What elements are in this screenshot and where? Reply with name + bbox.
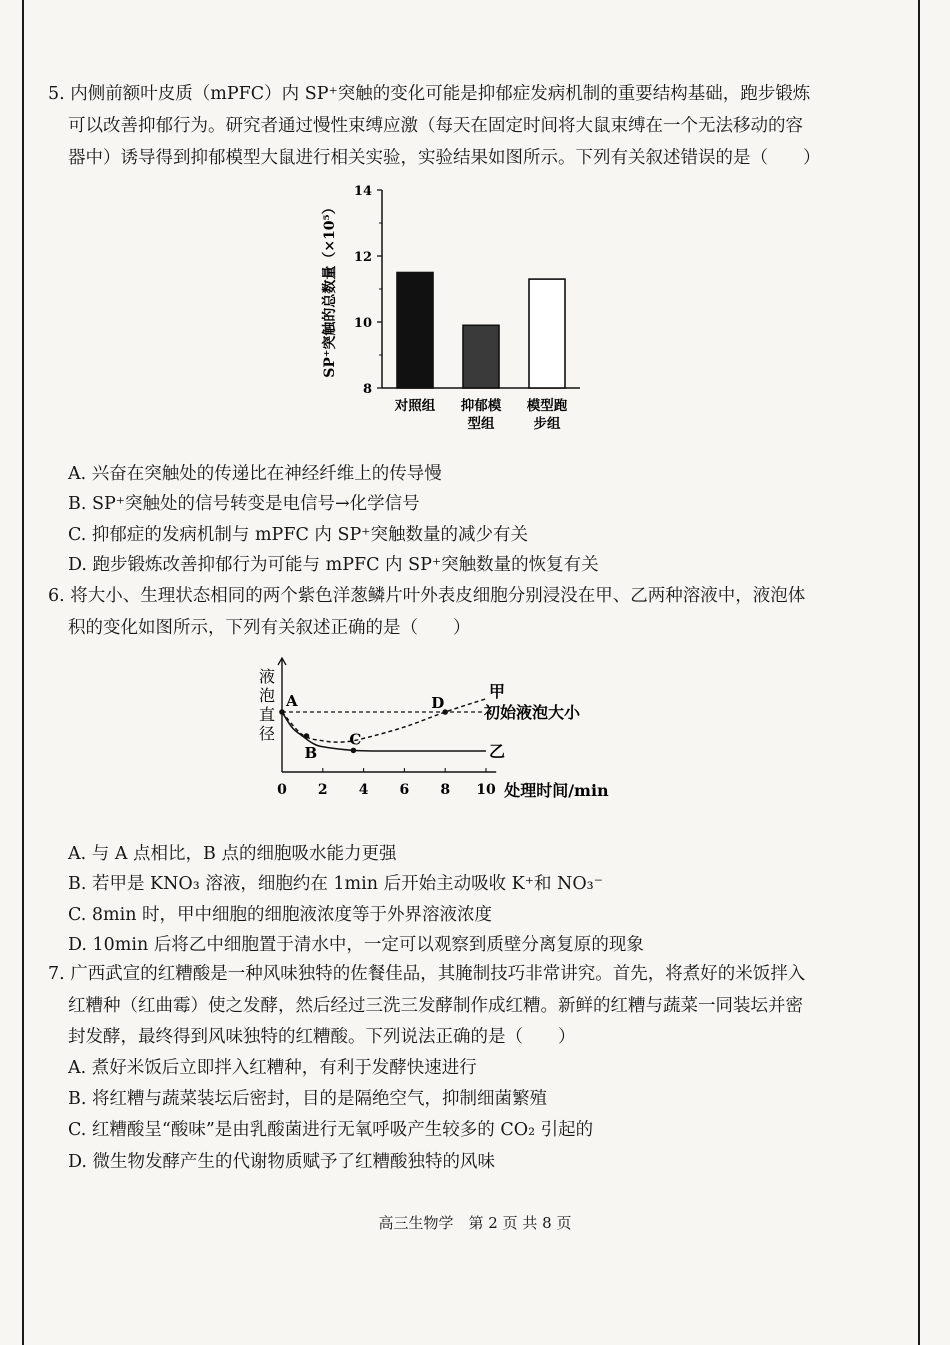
lc-point-label: D	[431, 694, 445, 712]
lc-x-tick-label: 2	[317, 782, 328, 798]
bar-category-label: 抑郁模	[460, 398, 502, 414]
q6-option-d: D. 10min 后将乙中细胞置于清水中，一定可以观察到质壁分离复原的现象	[68, 935, 644, 955]
bar-category-label: 对照组	[394, 398, 436, 414]
lc-x-tick-label: 8	[440, 782, 451, 798]
scan-border-right	[918, 0, 920, 1345]
q5-stem-line2: 可以改善抑郁行为。研究者通过慢性束缚应激（每天在固定时间将大鼠束缚在一个无法移动的容	[68, 116, 803, 136]
bar-3	[529, 279, 565, 388]
lc-series-label: 甲	[489, 681, 506, 701]
q6-option-c: C. 8min 时，甲中细胞的细胞液浓度等于外界溶液浓度	[68, 905, 493, 925]
bar-chart-sp-synapses	[310, 182, 610, 432]
bar-y-tick-label: 10	[353, 316, 372, 331]
bar-2	[463, 325, 499, 388]
q6-stem-line1: 6. 将大小、生理状态相同的两个紫色洋葱鳞片叶外表皮细胞分别浸没在甲、乙两种溶液中，液泡体	[48, 586, 806, 606]
q7-option-c: C. 红糟酸呈“酸味”是由乳酸菌进行无氧呼吸产生较多的 CO₂ 引起的	[68, 1120, 594, 1140]
scan-border-left	[22, 0, 24, 1345]
q5-option-b: B. SP⁺突触处的信号转变是电信号→化学信号	[68, 494, 420, 514]
q7-stem-line1: 7. 广西武宣的红糟酸是一种风味独特的佐餐佳品，其腌制技巧非常讲究。首先，将煮好的米饭拌入	[48, 964, 806, 984]
q7-stem-line2: 红糟种（红曲霉）使之发酵，然后经过三洗三发酵制作成红糟。新鲜的红糟与蔬菜一同装坛并密	[68, 996, 803, 1016]
lc-y-axis-title-char: 直	[258, 705, 276, 724]
bar-y-tick-label: 14	[353, 184, 372, 199]
lc-y-axis-title-char: 径	[258, 724, 276, 743]
lc-x-tick-label: 6	[399, 782, 410, 798]
lc-x-tick-label: 4	[358, 782, 369, 798]
lc-point-a	[279, 709, 285, 715]
lc-point-label: B	[304, 744, 318, 762]
q5-option-c: C. 抑郁症的发病机制与 mPFC 内 SP⁺突触数量的减少有关	[68, 525, 528, 545]
bar-category-label: 步组	[533, 416, 561, 432]
page-footer: 高三生物学 第 2 页 共 8 页	[378, 1214, 572, 1232]
q6-option-a: A. 与 A 点相比，B 点的细胞吸水能力更强	[68, 844, 397, 864]
lc-y-axis-title-char: 泡	[258, 686, 276, 705]
bar-y-tick-label: 8	[362, 382, 372, 397]
q6-option-b: B. 若甲是 KNO₃ 溶液，细胞约在 1min 后开始主动吸收 K⁺和 NO₃⁻	[68, 874, 603, 894]
bar-category-label: 模型跑	[526, 398, 568, 414]
bar-y-axis-title: SP⁺突触的总数量（×10⁵）	[322, 200, 338, 378]
q5-stem-line3: 器中）诱导得到抑郁模型大鼠进行相关实验，实验结果如图所示。下列有关叙述错误的是（ ）	[68, 148, 821, 168]
q7-option-a: A. 煮好米饭后立即拌入红糟种，有利于发酵快速进行	[68, 1058, 477, 1078]
lc-series-label: 乙	[489, 742, 506, 761]
lc-point-label: C	[349, 730, 362, 749]
q5-stem-line1: 5. 内侧前额叶皮质（mPFC）内 SP⁺突触的变化可能是抑郁症发病机制的重要结构基础，跑步锻炼	[48, 84, 811, 104]
bar-y-tick-label: 12	[353, 250, 372, 265]
line-chart-vacuole-diameter	[248, 652, 638, 822]
q5-option-d: D. 跑步锻炼改善抑郁行为可能与 mPFC 内 SP⁺突触数量的恢复有关	[68, 555, 599, 575]
lc-x-tick-label: 0	[277, 782, 287, 798]
q5-option-a: A. 兴奋在突触处的传递比在神经纤维上的传导慢	[68, 464, 442, 484]
bar-1	[397, 273, 433, 389]
q7-option-b: B. 将红糟与蔬菜装坛后密封，目的是隔绝空气，抑制细菌繁殖	[68, 1089, 547, 1109]
q7-option-d: D. 微生物发酵产生的代谢物质赋予了红糟酸独特的风味	[68, 1152, 496, 1172]
lc-x-tick-label: 10	[476, 782, 496, 798]
lc-reference-label: 初始液泡大小	[483, 703, 580, 722]
lc-point-label: A	[286, 692, 298, 710]
lc-point-c	[351, 748, 357, 754]
bar-category-label: 型组	[467, 416, 495, 432]
lc-x-axis-title: 处理时间/min	[504, 781, 609, 800]
q6-stem-line2: 积的变化如图所示，下列有关叙述正确的是（ ）	[68, 618, 471, 638]
lc-series-1	[282, 699, 486, 742]
q7-stem-line3: 封发酵，最终得到风味独特的红糟酸。下列说法正确的是（ ）	[68, 1027, 576, 1047]
lc-y-axis-title-char: 液	[258, 667, 276, 686]
lc-point-b	[304, 733, 310, 739]
